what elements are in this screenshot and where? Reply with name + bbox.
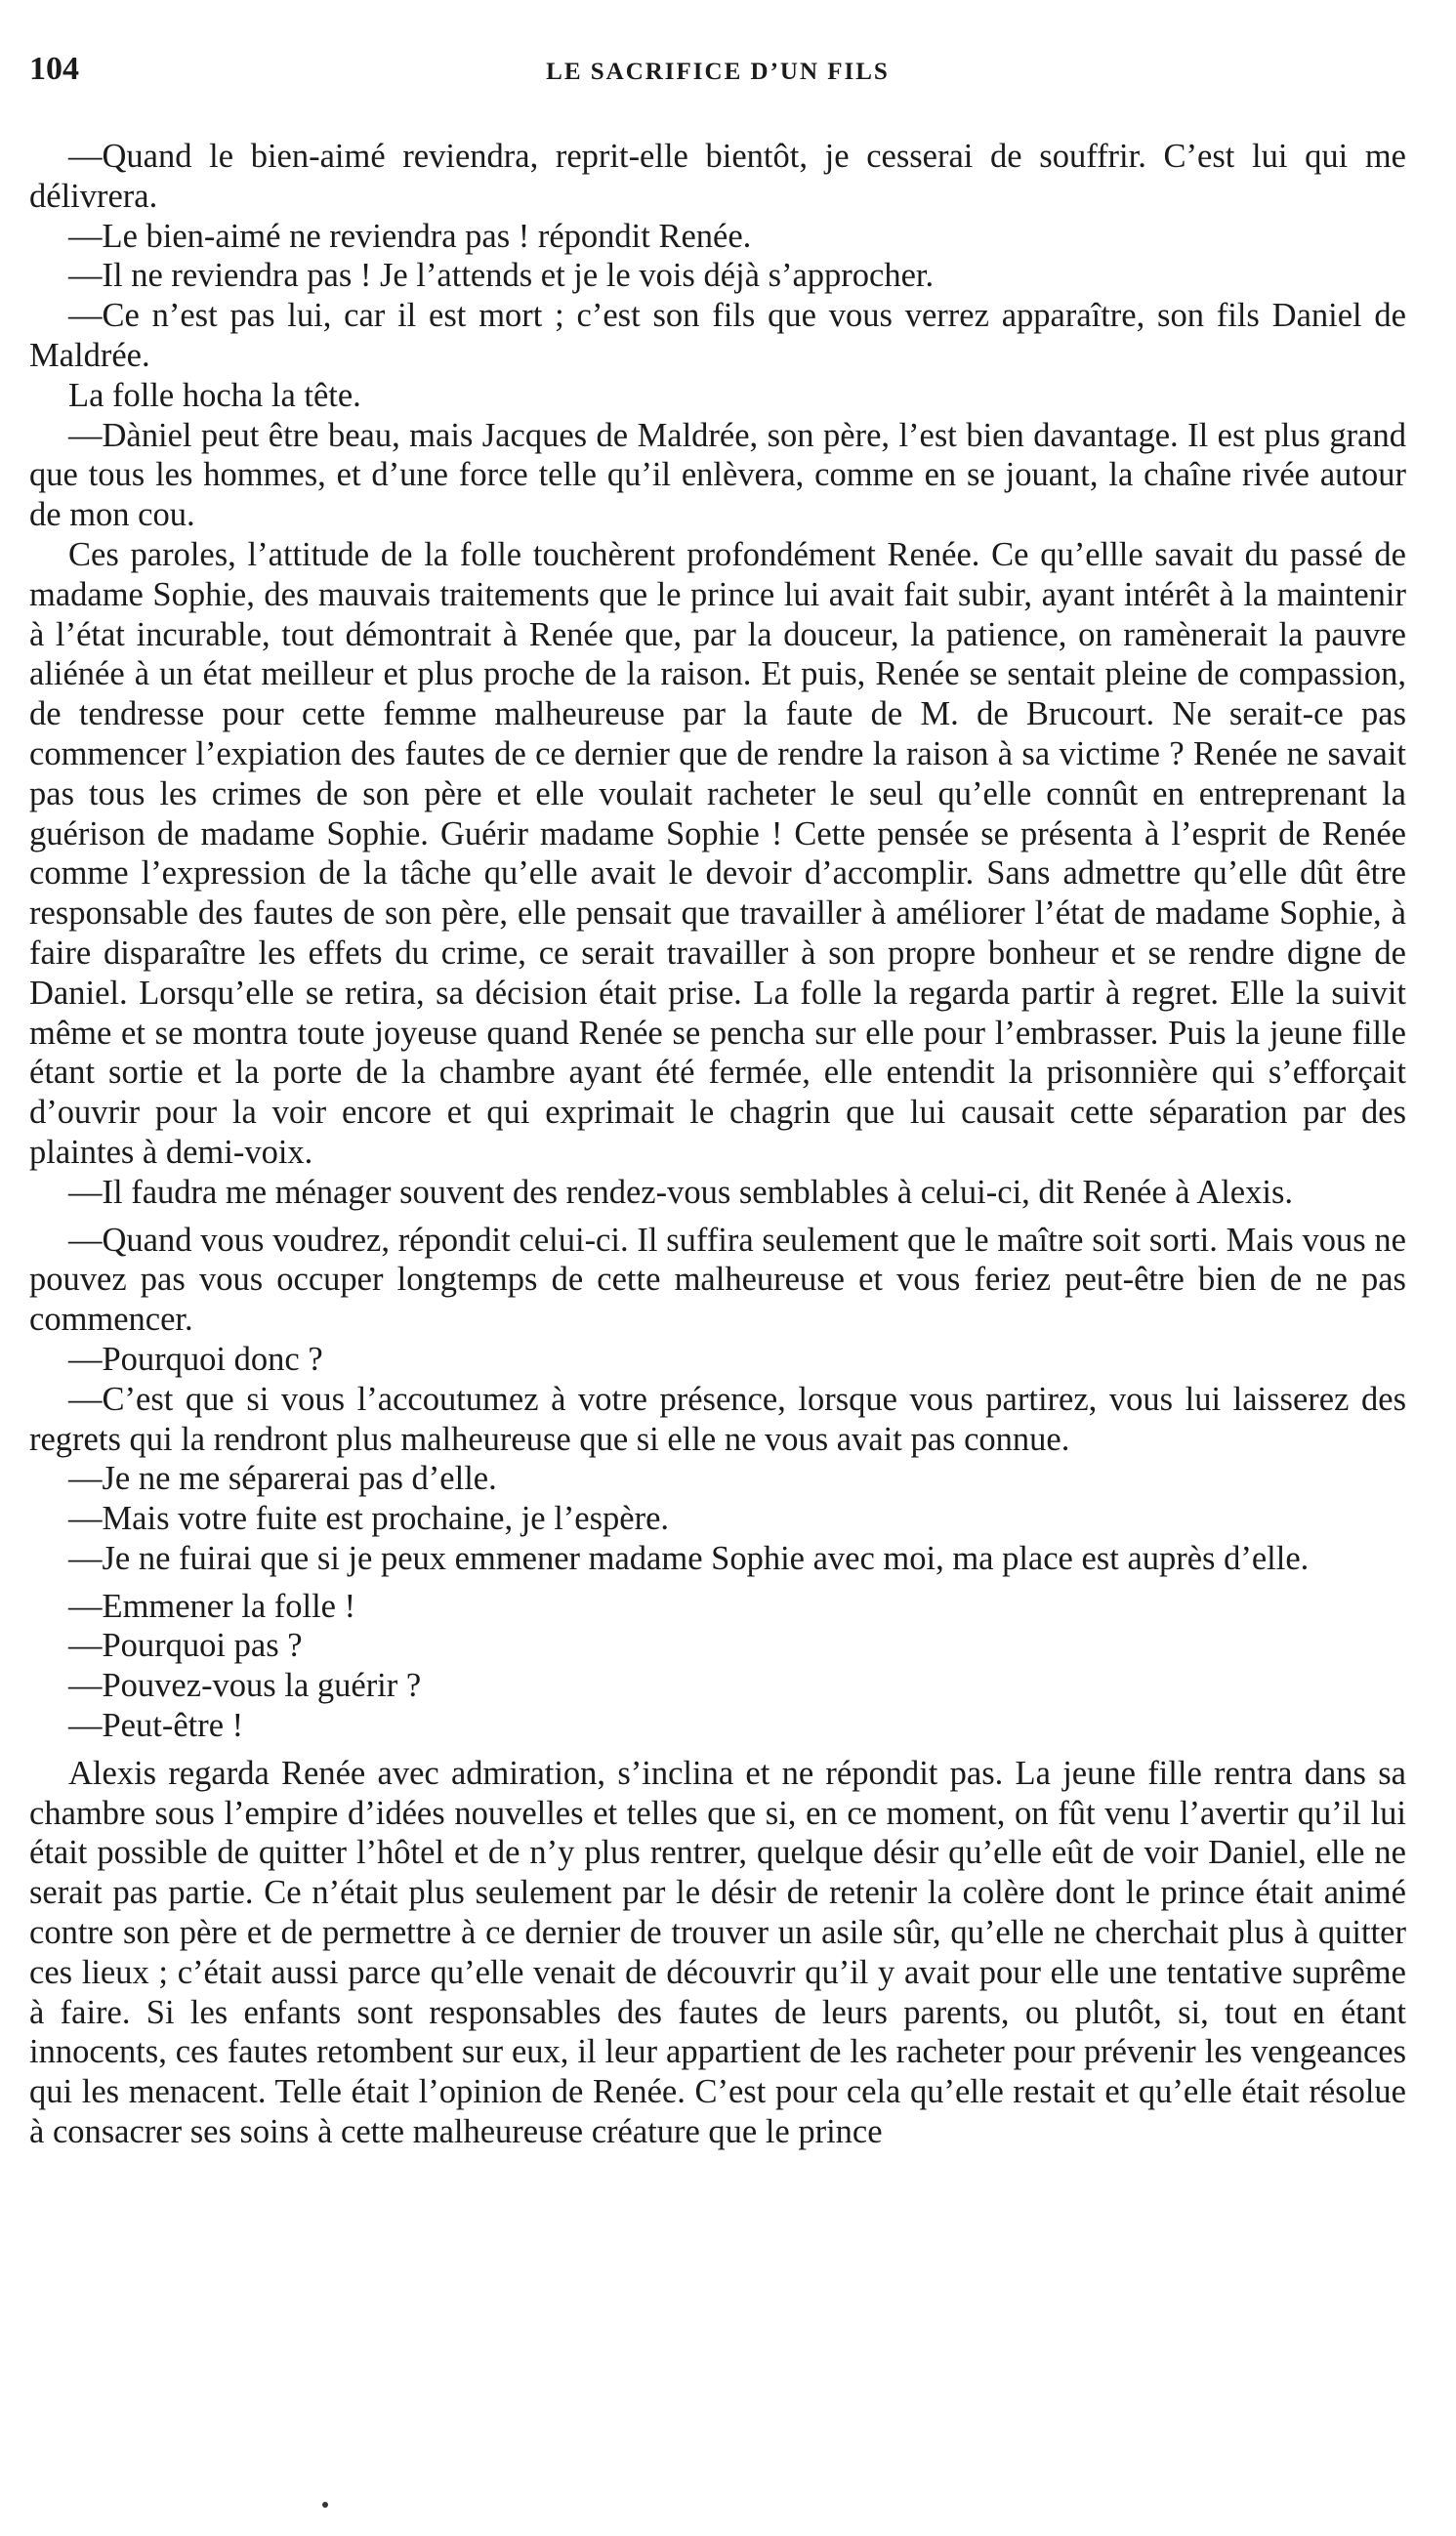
dialogue-line: —Pourquoi pas ? bbox=[68, 1627, 303, 1665]
dialogue-line: —Il faudra me ménager souvent des rendez-vous semblables à celui-ci, dit Renée à Alexis. bbox=[68, 1173, 1294, 1211]
dialogue-line: —Le bien-aimé ne reviendra pas ! répondit Renée. bbox=[68, 217, 752, 255]
page-speck bbox=[322, 2502, 328, 2508]
dialogue-line: —Mais votre fuite est prochaine, je l’espère. bbox=[68, 1500, 670, 1538]
dialogue-line: —Emmener la folle ! bbox=[68, 1587, 356, 1625]
dialogue-line: —C’est que si vous l’accoutumez à votre présence, lorsque vous partirez, vous lui laisserez des regrets qui la rendront plus malheureuse que si elle ne vous avait pas connue. bbox=[29, 1380, 1406, 1458]
dialogue-line: —Quand le bien-aimé reviendra, reprit-elle bientôt, je cesserai de souffrir. C’est lui qui me délivrera. bbox=[29, 138, 1406, 215]
dialogue-line: —Ce n’est pas lui, car il est mort ; c’est son fils que vous verrez apparaître, son fils Daniel de Maldrée. bbox=[29, 297, 1406, 374]
page-number: 104 bbox=[29, 51, 79, 87]
page-header bbox=[29, 51, 1406, 102]
book-page bbox=[29, 51, 1406, 2152]
narrative-line: La folle hocha la tête. bbox=[68, 376, 361, 414]
dialogue-line: —Je ne me séparerai pas d’elle. bbox=[68, 1460, 497, 1498]
narrative-paragraph: Alexis regarda Renée avec admiration, s’inclina et ne répondit pas. La jeune fille rentra dans sa chambre sous l’empire d’idées nouvelles et telles que si, en ce moment, on fût venu l’avertir qu’il lui était possible de quitter l’hôtel et de n’y plus rentrer, quelque désir qu’elle eût de voir Daniel, elle ne serait pas partie. Ce n’était plus seulement par le désir de retenir la colère dont le prince était animé contre son père et de permettre à ce dernier de trouver un asile sûr, qu’elle ne cherchait plus à quitter ces lieux ; c’était aussi parce qu’elle venait de découvrir qu’il y avait pour elle une tentative suprême à faire. Si les enfants sont responsables des fautes de leurs parents, ou plutôt, si, tout en étant innocents, ces fautes retombent sur eux, il leur appartient de les racheter pour prévenir les vengeances qui les menacent. Telle était l’opinion de Renée. C’est pour cela qu’elle restait et qu’elle était résolue à consacrer ses soins à cette malheureuse créature que le prince bbox=[29, 1754, 1406, 2151]
dialogue-line: —Quand vous voudrez, répondit celui-ci. Il suffira seulement que le maître soit sorti. Mais vous ne pouvez pas vous occuper longtemps de cette malheureuse et vous feriez peut-être bien de ne pas commencer. bbox=[29, 1221, 1406, 1339]
dialogue-line: —Pourquoi donc ? bbox=[68, 1340, 323, 1378]
dialogue-line: —Je ne fuirai que si je peux emmener madame Sophie avec moi, ma place est auprès d’elle. bbox=[68, 1539, 1310, 1577]
running-title: LE SACRIFICE D’UN FILS bbox=[546, 59, 890, 85]
dialogue-line: —Il ne reviendra pas ! Je l’attends et je le vois déjà s’approcher. bbox=[68, 257, 935, 295]
dialogue-line: —Pouvez-vous la guérir ? bbox=[68, 1667, 422, 1705]
narrative-paragraph: Ces paroles, l’attitude de la folle touchèrent profondément Renée. Ce qu’ellle savait du passé de madame Sophie, des mauvais traitements que le prince lui avait fait subir, ayant intérêt à la maintenir à l’état incurable, tout démontrait à Renée que, par la douceur, la patience, on ramènerait la pauvre aliénée à un état meilleur et plus proche de la raison. Et puis, Renée se sentait pleine de compassion, de tendresse pour cette femme malheureuse par la faute de M. de Brucourt. Ne serait-ce pas commencer l’expiation des fautes de ce dernier que de rendre la raison à sa victime ? Renée ne savait pas tous les crimes de son père et elle voulait racheter le seul qu’elle connût en entreprenant la guérison de madame Sophie. Guérir madame Sophie ! Cette pensée se présenta à l’esprit de Renée comme l’expression de la tâche qu’elle avait le devoir d’accomplir. Sans admettre qu’elle dût être responsable des fautes de son père, elle pensait que travailler à améliorer l’état de madame Sophie, à faire disparaître les effets du crime, ce serait travailler à son propre bonheur et se rendre digne de Daniel. Lorsqu’elle se retira, sa décision était prise. La folle la regarda partir à regret. Elle la suivit même et se montra toute joyeuse quand Renée se pencha sur elle pour l’embrasser. Puis la jeune fille étant sortie et la porte de la chambre ayant été fermée, elle entendit la prisonnière qui s’efforçait d’ouvrir pour la voir encore et qui exprimait le chagrin que lui causait cette séparation par des plaintes à demi-voix. bbox=[29, 535, 1406, 1171]
dialogue-line: —Peut-être ! bbox=[68, 1707, 244, 1745]
body-text bbox=[29, 137, 1406, 2152]
dialogue-line: —Dàniel peut être beau, mais Jacques de Maldrée, son père, l’est bien davantage. Il est plus grand que tous les hommes, et d’une force telle qu’il enlèvera, comme en se jouant, la chaîne rivée autour de mon cou. bbox=[29, 416, 1406, 534]
